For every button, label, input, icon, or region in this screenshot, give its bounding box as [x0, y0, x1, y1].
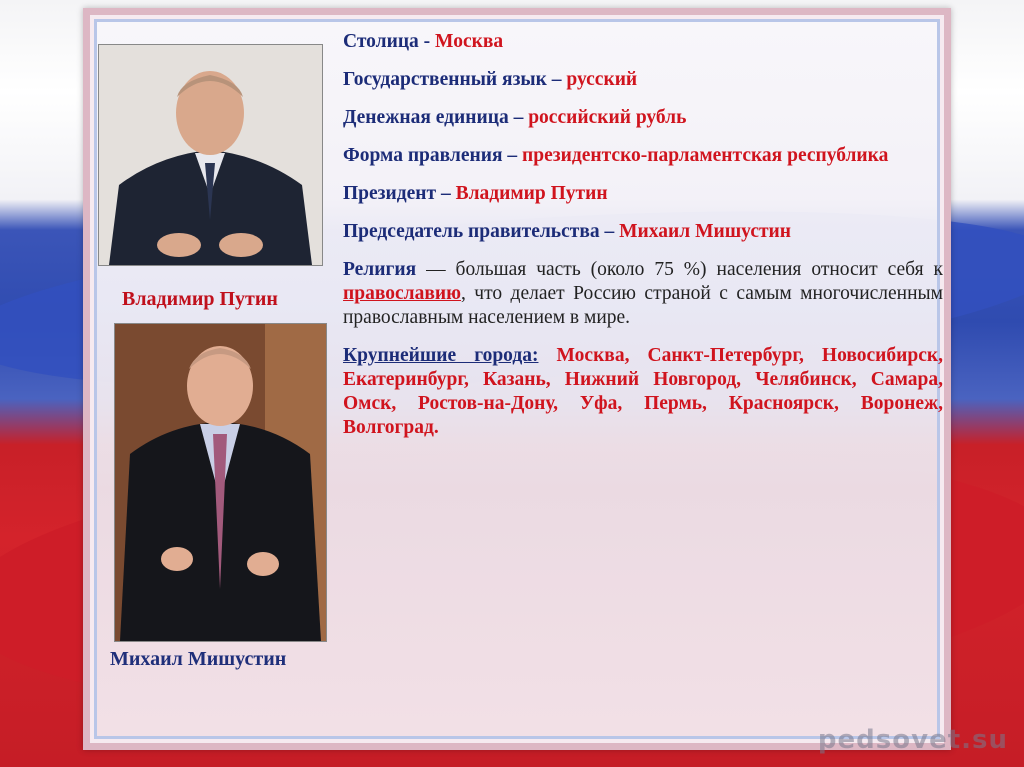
- watermark: pedsovet.su: [817, 725, 1008, 755]
- president-value: Владимир Путин: [455, 183, 608, 204]
- photo-putin: [98, 44, 323, 266]
- fact-religion: [343, 258, 943, 330]
- facts-text: [343, 30, 943, 454]
- cities-label: Крупнейшие города:: [343, 345, 539, 366]
- caption-mishustin: Михаил Мишустин: [110, 648, 287, 670]
- government-label: Форма правления –: [343, 145, 523, 166]
- fact-president: [343, 182, 943, 206]
- religion-link[interactable]: православию: [343, 283, 461, 304]
- currency-label: Денежная единица –: [343, 107, 529, 128]
- caption-putin: Владимир Путин: [122, 288, 278, 310]
- fact-capital: [343, 30, 943, 54]
- president-label: Президент –: [343, 183, 456, 204]
- fact-language: [343, 68, 943, 92]
- photo-mishustin: [114, 323, 327, 642]
- fact-cities: [343, 344, 943, 440]
- religion-text-2: , что делает Россию страной с самым многочисленным православным населением в мире.: [343, 283, 943, 328]
- capital-value: Москва: [435, 31, 504, 52]
- religion-label: Религия: [343, 259, 417, 280]
- fact-currency: [343, 106, 943, 130]
- premier-label: Председатель правительства –: [343, 221, 620, 242]
- premier-value: Михаил Мишустин: [619, 221, 792, 242]
- religion-text-1: — большая часть (около 75 %) населения относит себя к: [416, 259, 943, 280]
- language-label: Государственный язык –: [343, 69, 567, 90]
- cities-value: Москва, Санкт-Петербург, Новосибирск, Екатеринбург, Казань, Нижний Новгород, Челябинск, Самара, Омск, Ростов-на-Дону, Уфа, Пермь, Красноярск, Воронеж, Волгоград.: [343, 345, 943, 438]
- language-value: русский: [566, 69, 638, 90]
- fact-government: [343, 144, 943, 168]
- capital-label: Столица -: [343, 31, 436, 52]
- currency-value: российский рубль: [528, 107, 687, 128]
- government-value: президентско-парламентская республика: [522, 145, 889, 166]
- fact-premier: [343, 220, 943, 244]
